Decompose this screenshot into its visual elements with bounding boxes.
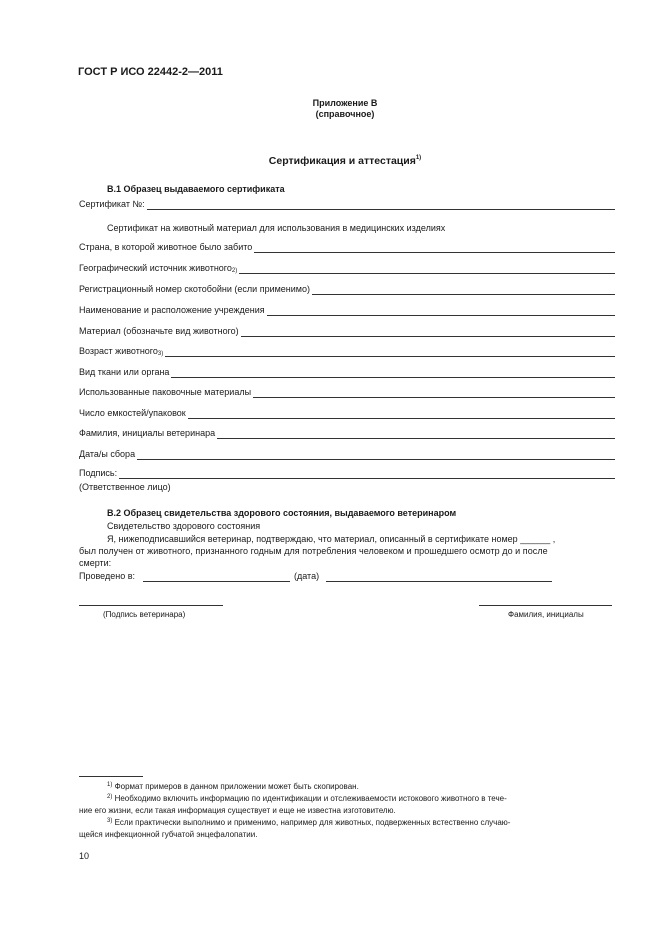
vet-name-line[interactable] — [479, 597, 612, 606]
certificate-field-line[interactable] — [253, 389, 615, 398]
certificate-field-line[interactable] — [217, 430, 615, 439]
footnote-2-mark: 2) — [107, 794, 113, 800]
certificate-field-label: Вид ткани или органа — [79, 367, 170, 377]
responsible-person-label: (Ответственное лицо) — [79, 482, 171, 492]
certificate-number-field — [79, 199, 615, 210]
certificate-field-row — [79, 408, 615, 419]
footnote-separator — [79, 776, 143, 777]
declaration-line-1: Я, нижеподписавшийся ветеринар, подтверждаю, что материал, описанный в сертификате номер ______ , — [107, 534, 556, 544]
appendix-title: Приложение В — [312, 98, 378, 108]
certificate-field-line[interactable] — [171, 369, 615, 378]
certificate-field-row — [79, 305, 615, 316]
footnote-1-mark: 1) — [107, 782, 113, 788]
footnote-3-line-2: щейся инфекционной губчатой энцефалопатии. — [79, 830, 258, 839]
footnote-2-line-2: ние его жизни, если такая информация существует и еще не известна изготовителю. — [79, 806, 396, 815]
date-line[interactable] — [326, 573, 552, 582]
certificate-field-label: Материал (обозначьте вид животного) — [79, 326, 239, 336]
certificate-field-line[interactable] — [188, 410, 615, 419]
certificate-field-row — [79, 367, 615, 378]
certificate-field-footnote-mark: 3) — [157, 351, 164, 357]
health-certificate-subheading: Свидетельство здорового состояния — [107, 521, 261, 531]
certificate-field-line[interactable] — [137, 451, 615, 460]
main-title — [0, 155, 661, 168]
certificate-field-line[interactable] — [254, 244, 615, 253]
certificate-field-line[interactable] — [267, 307, 615, 316]
date-label: (дата) — [294, 571, 320, 581]
certificate-number-label: Сертификат №: — [79, 199, 145, 209]
certificate-field-row — [79, 242, 615, 253]
certificate-field-row — [79, 468, 615, 479]
certificate-intro: Сертификат на животный материал для использования в медицинских изделиях — [107, 223, 446, 233]
certificate-field-row — [79, 387, 615, 398]
section-b2-heading: В.2 Образец свидетельства здорового состояния, выдаваемого ветеринаром — [107, 508, 457, 518]
certificate-field-line[interactable] — [312, 286, 615, 295]
footnote-2-text-line-1: Необходимо включить информацию по идентификации и отслеживаемости истокового животного в тече- — [114, 794, 507, 803]
section-b1-heading: В.1 Образец выдаваемого сертификата — [107, 184, 285, 194]
footnote-3-mark: 3) — [107, 818, 113, 824]
certificate-field-row — [79, 326, 615, 337]
certificate-field-row — [79, 284, 615, 295]
certificate-field-label: Подпись: — [79, 468, 118, 478]
main-title-footnote-mark: 1) — [415, 155, 422, 161]
certificate-field-line[interactable] — [241, 328, 615, 337]
certificate-field-footnote-mark: 2) — [231, 268, 238, 274]
certificate-field-line[interactable] — [119, 470, 615, 479]
main-title-text: Сертификация и аттестация — [268, 155, 416, 167]
certificate-field-line[interactable] — [239, 265, 615, 274]
certificate-field-row — [79, 428, 615, 439]
appendix-subtitle: (справочное) — [315, 109, 375, 119]
vet-signature-label: (Подпись ветеринара) — [103, 610, 186, 619]
footnote-3-text-line-1: Если практически выполнимо и применимо, например для животных, подверженных встественно случаю- — [114, 818, 511, 827]
vet-signature-line[interactable] — [79, 597, 223, 606]
certificate-field-label: Страна, в которой животное было забито — [79, 242, 253, 252]
declaration-line-2: был получен от животного, признанного годным для потребления человеком и прошедшего осмотр до и после — [79, 546, 548, 556]
certificate-field-label: Дата/ы сбора — [79, 449, 136, 459]
certificate-field-label: Географический источник животного — [79, 263, 232, 273]
vet-name-label: Фамилия, инициалы — [508, 610, 584, 619]
certificate-number-line[interactable] — [147, 201, 615, 210]
standard-header: ГОСТ Р ИСО 22442-2—2011 — [78, 66, 223, 78]
certificate-field-row — [79, 346, 615, 357]
footnote-2 — [107, 794, 615, 804]
footnote-1-text: Формат примеров в данном приложении может быть скопирован. — [114, 782, 359, 791]
performed-at-line[interactable] — [143, 573, 290, 582]
certificate-field-label: Возраст животного — [79, 346, 158, 356]
declaration-line-3: смерти: — [79, 558, 112, 568]
performed-at-label: Проведено в: — [79, 571, 135, 581]
certificate-field-label: Использованные паковочные материалы — [79, 387, 252, 397]
certificate-field-label: Наименование и расположение учреждения — [79, 305, 265, 315]
footnote-3 — [107, 818, 615, 828]
page-number: 10 — [79, 851, 90, 861]
footnote-1 — [107, 782, 359, 792]
certificate-field-label: Регистрационный номер скотобойни (если применимо) — [79, 284, 310, 294]
certificate-field-row — [79, 449, 615, 460]
certificate-field-label: Число емкостей/упаковок — [79, 408, 186, 418]
certificate-field-row — [79, 263, 615, 274]
certificate-field-label: Фамилия, инициалы ветеринара — [79, 428, 216, 438]
certificate-field-line[interactable] — [165, 348, 615, 357]
